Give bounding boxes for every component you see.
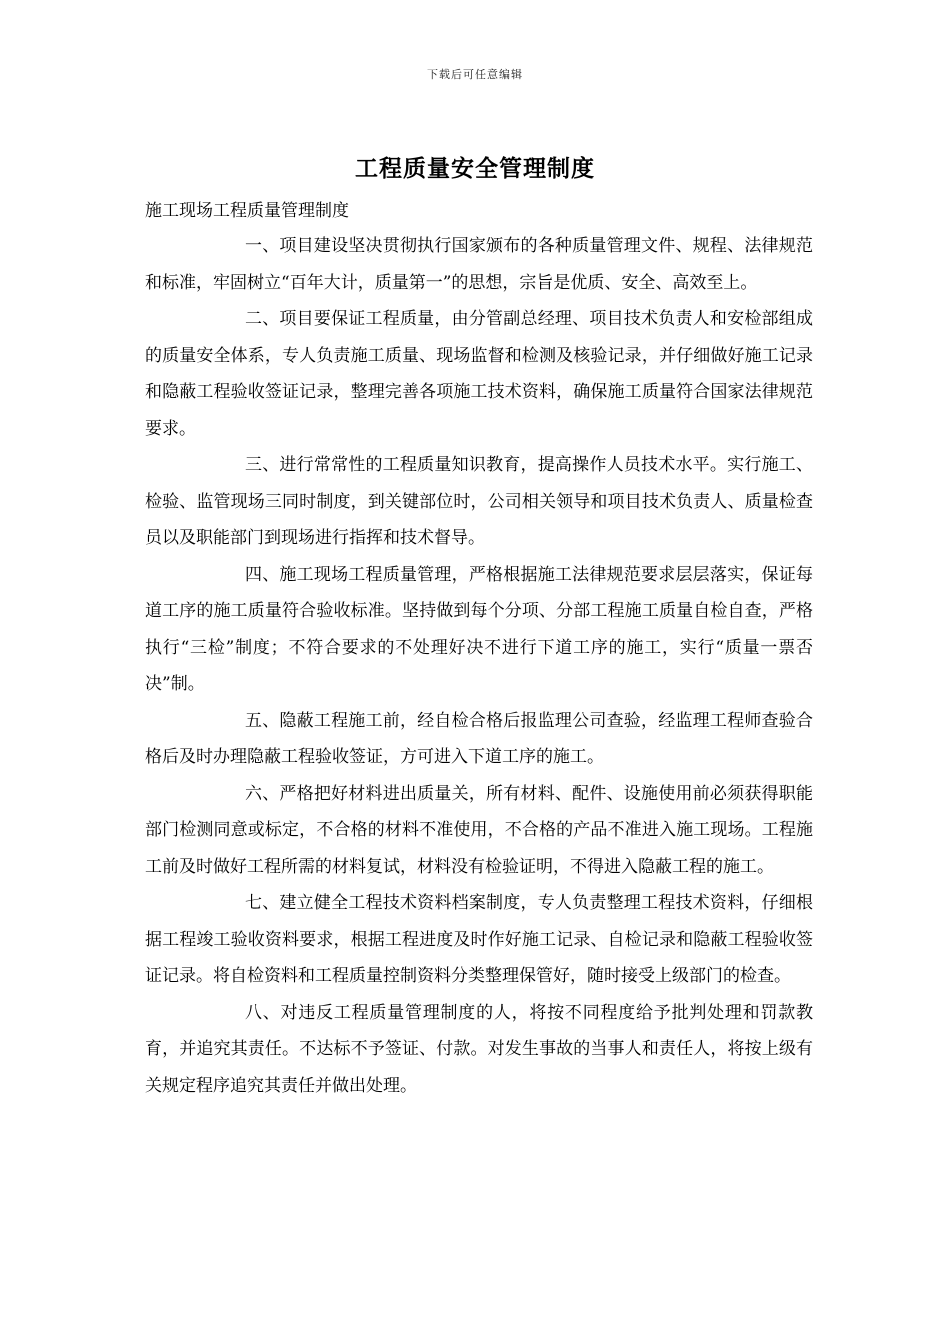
section-heading: 施工现场工程质量管理制度 bbox=[145, 201, 349, 221]
paragraph-8: 八、对违反工程质量管理制度的人，将按不同程度给予批判处理和罚款教育，并追究其责任。不达标不予签证、付款。对发生事故的当事人和责任人，将按上级有关规定程序追究其责任并做出处理。 bbox=[145, 1002, 813, 1096]
paragraph-4: 四、施工现场工程质量管理，严格根据施工法律规范要求层层落实，保证每道工序的施工质量符合验收标准。坚持做到每个分项、分部工程施工质量自检自查，严格执行“三检”制度；不符合要求的不处理好决不进行下道工序的施工，实行“质量一票否决”制。 bbox=[145, 564, 813, 694]
paragraph-5: 五、隐蔽工程施工前，经自检合格后报监理公司查验，经监理工程师查验合格后及时办理隐蔽工程验收签证，方可进入下道工序的施工。 bbox=[145, 710, 813, 767]
body-text bbox=[145, 228, 813, 1104]
paragraph-7: 七、建立健全工程技术资料档案制度，专人负责整理工程技术资料，仔细根据工程竣工验收资料要求，根据工程进度及时作好施工记录、自检记录和隐蔽工程验收签证记录。将自检资料和工程质量控制资料分类整理保管好，随时接受上级部门的检查。 bbox=[145, 893, 813, 986]
paragraph-2: 二、项目要保证工程质量，由分管副总经理、项目技术负责人和安检部组成的质量安全体系，专人负责施工质量、现场监督和检测及核验记录，并仔细做好施工记录和隐蔽工程验收签证记录，整理完善各项施工技术资料，确保施工质量符合国家法律规范要求。 bbox=[145, 309, 813, 439]
document-title: 工程质量安全管理制度 bbox=[355, 155, 595, 182]
paragraph-1: 一、项目建设坚决贯彻执行国家颁布的各种质量管理文件、规程、法律规范和标准，牢固树立“百年大计，质量第一”的思想，宗旨是优质、安全、高效至上。 bbox=[145, 236, 813, 293]
paragraph-3: 三、进行常常性的工程质量知识教育，提高操作人员技术水平。实行施工、检验、监管现场三同时制度，到关键部位时，公司相关领导和项目技术负责人、质量检查员以及职能部门到现场进行指挥和技术督导。 bbox=[145, 455, 813, 548]
header-note: 下载后可任意编辑 bbox=[427, 68, 523, 81]
paragraph-6: 六、严格把好材料进出质量关，所有材料、配件、设施使用前必须获得职能部门检测同意或标定，不合格的材料不准使用，不合格的产品不准进入施工现场。工程施工前及时做好工程所需的材料复试，材料没有检验证明，不得进入隐蔽工程的施工。 bbox=[145, 783, 813, 877]
